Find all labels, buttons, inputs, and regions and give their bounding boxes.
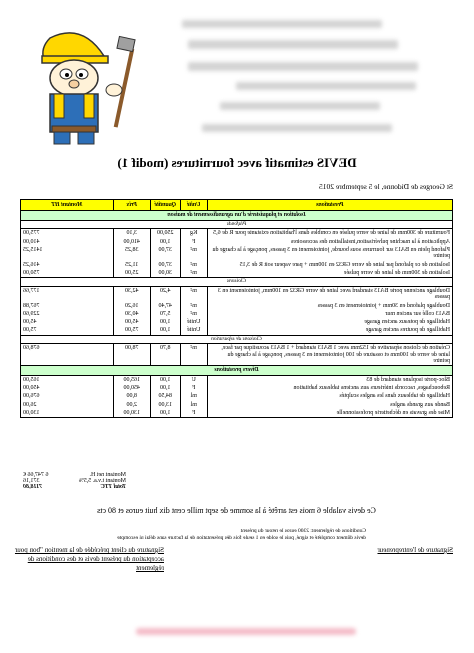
item-quantity: 13,00 <box>150 401 180 409</box>
item-description: Habillage de poteaux ancien garage <box>207 318 452 326</box>
item-amount: 676,00 <box>21 392 114 400</box>
item-amount: 26,00 <box>21 401 114 409</box>
subsection-row <box>21 366 453 375</box>
company-header-blurred <box>182 20 382 28</box>
item-amount: 750,00 <box>21 269 114 278</box>
company-header-blurred <box>188 62 418 71</box>
item-description: Rebouchages, raccords intérieurs aux anciens tableaux habitation <box>207 384 452 392</box>
item-amount: 410,00 <box>21 238 114 246</box>
item-quantity: 5,70 <box>150 310 180 318</box>
table-row <box>21 401 453 409</box>
total-label: Montant net H. <box>89 472 126 478</box>
item-unit: m² <box>180 310 207 318</box>
item-price: 45,00 <box>113 318 150 326</box>
item-unit: ml <box>180 401 207 409</box>
condition-line: devis dûment complété et signé, puis le solde en 1 seule fois dès présentation de la facture sans délai ni escompte <box>117 535 366 542</box>
item-price: 165,00 <box>113 375 150 384</box>
quote-title: DEVIS estimatif avec fournitures (modif 1) <box>117 155 357 170</box>
item-description: Isolation de ce plafond par laine de verre GR32 en 100mm + pare vapeur soit R de 3,15 <box>207 261 452 269</box>
plafonds-rows <box>21 229 453 278</box>
item-quantity: 1,00 <box>150 326 180 335</box>
item-unit: U <box>180 375 207 384</box>
item-price: 75,00 <box>113 326 150 335</box>
item-price: 25,00 <box>113 269 150 278</box>
subsection-row <box>21 278 453 287</box>
item-amount: 229,60 <box>21 310 114 318</box>
item-price: 11,25 <box>113 261 150 269</box>
item-amount: 767,88 <box>21 302 114 310</box>
client-signature-label: Signature du client précédée de la mention "bon pour acceptation du présent devis et des conditions de règlement <box>14 546 164 573</box>
table-row <box>21 384 453 392</box>
subsection-row <box>21 220 453 229</box>
table-row <box>21 238 453 246</box>
table-row <box>21 375 453 384</box>
payment-conditions <box>28 528 366 543</box>
item-description: Habillage de poutres ancien garage <box>207 326 452 335</box>
item-quantity: 1,00 <box>150 409 180 418</box>
column-header: Quantité <box>150 200 180 211</box>
table-row <box>21 229 453 238</box>
item-unit: F <box>180 384 207 392</box>
item-price: 78,00 <box>113 344 150 366</box>
place-and-date: St Georges de Didonne, le 5 septembre 2015 <box>318 182 453 191</box>
item-unit: m² <box>180 302 207 310</box>
section-title: Isolation et plaquisterie d'un agrandissement de maison <box>21 211 453 220</box>
table-row <box>21 409 453 418</box>
item-price: 40,30 <box>113 310 150 318</box>
item-price: 450,00 <box>113 384 150 392</box>
item-unit: m² <box>180 246 207 261</box>
item-quantity: 1,00 <box>150 384 180 392</box>
item-price: 42,30 <box>113 286 150 301</box>
item-unit: m² <box>180 269 207 278</box>
item-quantity: 37,00 <box>150 246 180 261</box>
item-description: Application à la machine pulvérisation,installation des accessoires <box>207 238 452 246</box>
total-value: 371,16 <box>23 478 40 484</box>
item-amount: 75,00 <box>21 326 114 335</box>
item-amount: 1415,25 <box>21 246 114 261</box>
item-description: Mise des gravats en déchetterie professionnelle <box>207 409 452 418</box>
total-value: 6 747,66 € <box>23 472 49 478</box>
item-quantity: 8,70 <box>150 344 180 366</box>
item-quantity: 250,00 <box>150 229 180 238</box>
item-amount: 450,00 <box>21 384 114 392</box>
item-amount: 165,00 <box>21 375 114 384</box>
cloisons-rows <box>21 286 453 335</box>
item-unit: m² <box>180 261 207 269</box>
item-unit: m² <box>180 286 207 301</box>
item-description: Fourniture de 300mm de laine de verre pulsée en combles dans l'habitation existante pour R de 6,5 <box>207 229 452 238</box>
item-price: 130,00 <box>113 409 150 418</box>
table-header-row <box>21 200 453 211</box>
quote-table <box>20 199 453 418</box>
item-quantity: 1,00 <box>150 238 180 246</box>
item-price: 2,00 <box>113 401 150 409</box>
table-row <box>21 318 453 326</box>
company-header-blurred <box>188 40 398 49</box>
item-quantity: 47,40 <box>150 302 180 310</box>
table-row <box>21 392 453 400</box>
total-label: Montant t.v.a. 5,5% <box>78 478 126 484</box>
total-value: 7118,80 <box>23 484 43 490</box>
table-row <box>21 246 453 261</box>
company-header-blurred <box>220 102 380 110</box>
table-row <box>21 326 453 335</box>
separation-rows <box>21 344 453 366</box>
item-amount: 775,00 <box>21 229 114 238</box>
table-row <box>21 344 453 366</box>
item-description: Isolation de 300mm de laine de verre pulsée <box>207 269 452 278</box>
column-header: Prix <box>113 200 150 211</box>
item-description: Création de cloison séparative de 152mm avec 1 BA13 standard + 1 BA13 acoustique par face, laine de verre de 100mm et ossature de 100 jointoiement en 3 passes, ponçage à la charge du peintre <box>207 344 452 366</box>
totals-block <box>20 472 129 490</box>
worker-logo <box>26 8 144 148</box>
item-amount: 416,25 <box>21 261 114 269</box>
table-row <box>21 310 453 318</box>
item-unit: ml <box>180 392 207 400</box>
subsection-row <box>21 335 453 344</box>
item-unit: m² <box>180 344 207 366</box>
total-label: Total TTC <box>100 484 126 490</box>
column-header: Montant HT <box>21 200 114 211</box>
subsection-label: Plafonds <box>21 220 453 229</box>
item-price: 16,20 <box>113 302 150 310</box>
table-row <box>21 286 453 301</box>
total-row <box>20 484 129 490</box>
validity-statement: Ce devis valable 6 mois est arrêté à la somme de sept mille cent dix huit euros et 80 cts <box>97 506 376 515</box>
footer-blurred <box>136 628 356 635</box>
item-amount: 177,66 <box>21 286 114 301</box>
table-row <box>21 269 453 278</box>
item-amount: 45,00 <box>21 318 114 326</box>
item-quantity: 1,00 <box>150 375 180 384</box>
company-header-blurred <box>202 124 392 132</box>
item-price: 3,10 <box>113 229 150 238</box>
item-quantity: 4,20 <box>150 286 180 301</box>
item-price: 410,00 <box>113 238 150 246</box>
column-header: Unité <box>180 200 207 211</box>
section-title-row <box>21 211 453 220</box>
item-quantity: 30,00 <box>150 269 180 278</box>
item-unit: F <box>180 238 207 246</box>
condition-line: Conditions de règlement: 2300 euros le retour du présent <box>240 528 366 534</box>
column-header: Prestations <box>207 200 452 211</box>
item-description: Doublage ancienne porte BA13 standard avec laine de verre GR32 en 100mm, jointoiement en 3 passes <box>207 286 452 301</box>
item-unit: Unité <box>180 326 207 335</box>
item-description: BA13 collé sur ancien mur <box>207 310 452 318</box>
table-row <box>21 261 453 269</box>
item-description: Bande aux grands angles <box>207 401 452 409</box>
divers-rows <box>21 375 453 417</box>
item-unit: Kg <box>180 229 207 238</box>
item-amount: 130,00 <box>21 409 114 418</box>
subsection-label: Cloisons <box>21 278 453 287</box>
item-description: Bloc-porte isoplane standard de 83 <box>207 375 452 384</box>
item-description: Plafond plein en BA13 sur fourrures sous bourde, jointoiement en 3 passes, ponçage à la charge du peintre <box>207 246 452 261</box>
company-header-blurred <box>236 82 416 90</box>
item-quantity: 1,00 <box>150 318 180 326</box>
subsection-label: Divers prestations <box>21 366 453 375</box>
item-unit: Unité <box>180 318 207 326</box>
item-description: Doublage plafond en 30mm + jointoiement en 3 passes <box>207 302 452 310</box>
item-price: 38,25 <box>113 246 150 261</box>
item-quantity: 84,50 <box>150 392 180 400</box>
contractor-signature-label: Signature de l'entrepreneur <box>377 546 453 554</box>
item-unit: F <box>180 409 207 418</box>
subsection-label: Cloisons de séparation <box>21 335 453 344</box>
item-price: 8,00 <box>113 392 150 400</box>
table-row <box>21 302 453 310</box>
item-quantity: 37,00 <box>150 261 180 269</box>
item-description: Habillage de tableaux dans les angles sculptés <box>207 392 452 400</box>
item-amount: 678,60 <box>21 344 114 366</box>
